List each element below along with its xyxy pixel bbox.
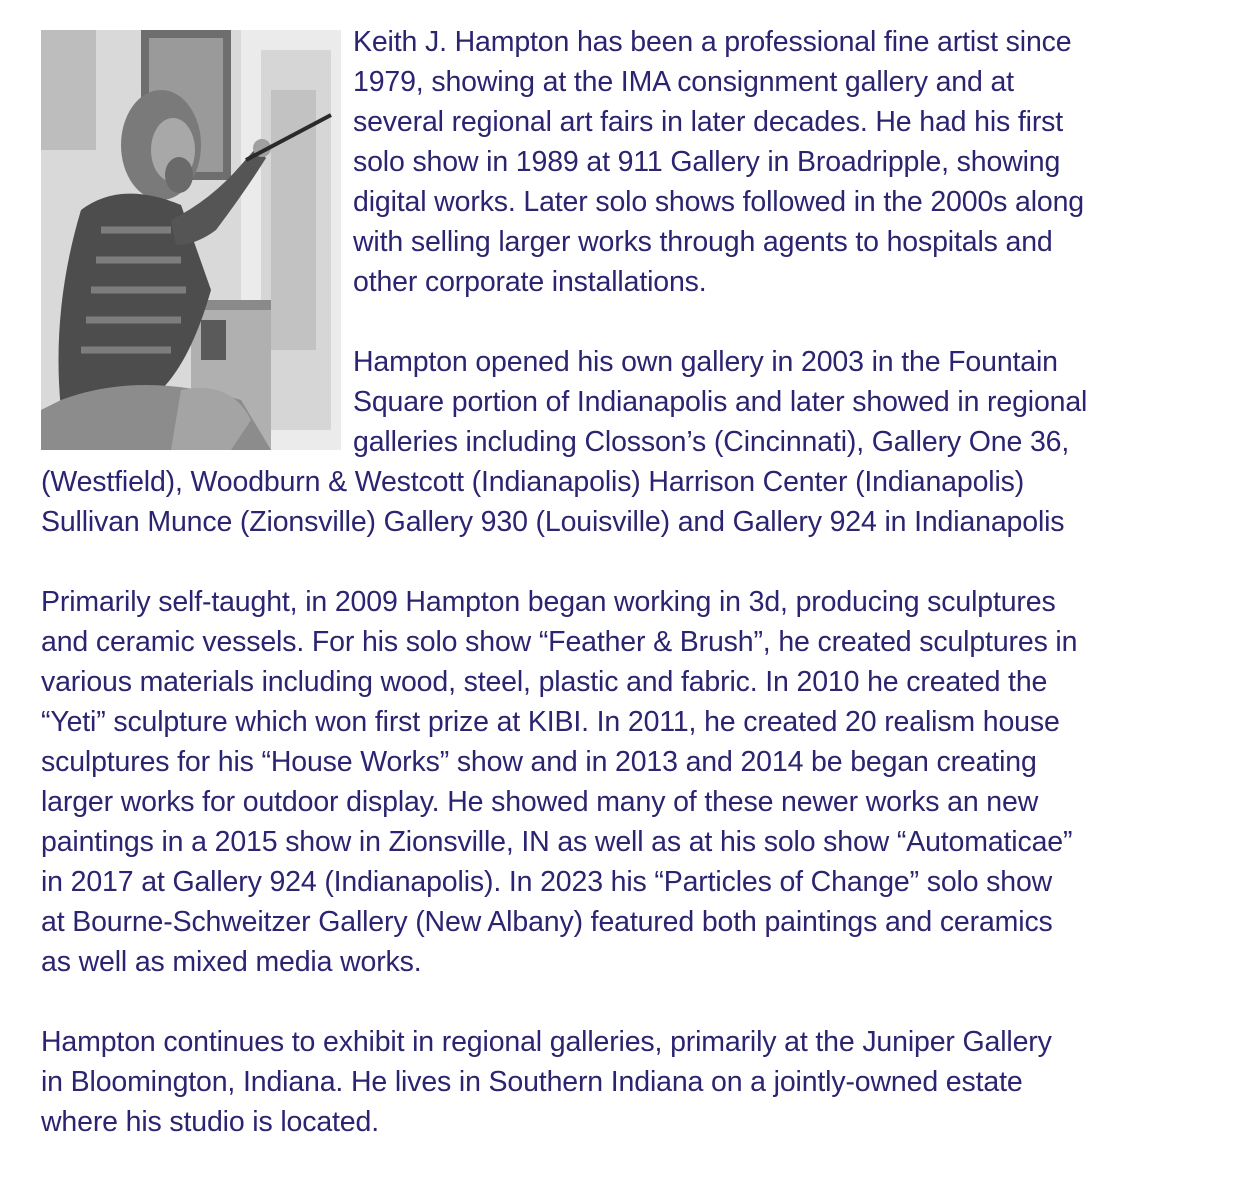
- bio-line: with selling larger works through agents to hospitals and: [353, 226, 1053, 258]
- bio-line: 1979, showing at the IMA consignment gallery and at: [353, 66, 1014, 98]
- bio-line: at Bourne-Schweitzer Gallery (New Albany) featured both paintings and ceramics: [41, 906, 1053, 938]
- bio-line: paintings in a 2015 show in Zionsville, IN as well as at his solo show “Automaticae”: [41, 826, 1073, 858]
- bio-line: Hampton opened his own gallery in 2003 in the Fountain: [353, 346, 1058, 378]
- bio-paragraph-3: [41, 582, 1231, 982]
- bio-line: in Bloomington, Indiana. He lives in Southern Indiana on a jointly-owned estate: [41, 1066, 1023, 1098]
- bio-line: in 2017 at Gallery 924 (Indianapolis). In 2023 his “Particles of Change” solo show: [41, 866, 1053, 898]
- bio-line: sculptures for his “House Works” show and in 2013 and 2014 be began creating: [41, 746, 1037, 778]
- artist-photo: [41, 30, 341, 450]
- bio-line: Sullivan Munce (Zionsville) Gallery 930 (Louisville) and Gallery 924 in Indianapolis: [41, 506, 1065, 538]
- bio-line: Hampton continues to exhibit in regional galleries, primarily at the Juniper Gallery: [41, 1026, 1052, 1058]
- bio-line: (Westfield), Woodburn & Westcott (Indianapolis) Harrison Center (Indianapolis): [41, 466, 1025, 498]
- bio-line: as well as mixed media works.: [41, 946, 422, 978]
- bio-line: Keith J. Hampton has been a professional fine artist since: [353, 26, 1072, 58]
- bio-line: other corporate installations.: [353, 266, 707, 298]
- bio-line: Primarily self-taught, in 2009 Hampton began working in 3d, producing sculptures: [41, 586, 1056, 618]
- artist-painting-photo: [41, 30, 341, 450]
- bio-line: digital works. Later solo shows followed in the 2000s along: [353, 186, 1084, 218]
- bio-line: various materials including wood, steel, plastic and fabric. In 2010 he created the: [41, 666, 1048, 698]
- bio-line: galleries including Closson’s (Cincinnati), Gallery One 36,: [353, 426, 1070, 458]
- bio-line: where his studio is located.: [41, 1106, 379, 1138]
- bio-line: larger works for outdoor display. He showed many of these newer works an new: [41, 786, 1039, 818]
- bio-line: and ceramic vessels. For his solo show “Feather & Brush”, he created sculptures in: [41, 626, 1078, 658]
- bio-line: several regional art fairs in later decades. He had his first: [353, 106, 1064, 138]
- artist-bio: [41, 22, 1231, 1182]
- bio-line: Square portion of Indianapolis and later showed in regional: [353, 386, 1088, 418]
- bio-paragraph-4: [41, 1022, 1231, 1142]
- bio-line: solo show in 1989 at 911 Gallery in Broadripple, showing: [353, 146, 1061, 178]
- bio-line: “Yeti” sculpture which won first prize at KIBI. In 2011, he created 20 realism house: [41, 706, 1060, 738]
